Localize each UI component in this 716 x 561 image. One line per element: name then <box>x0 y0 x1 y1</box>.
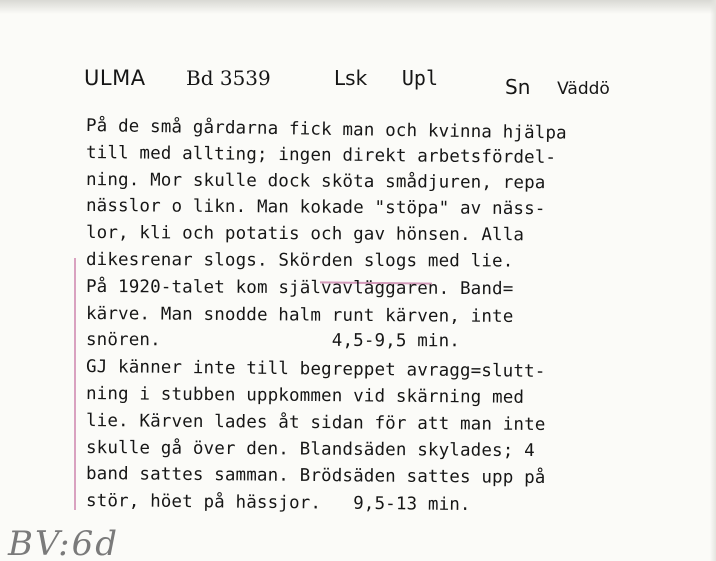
text-line: lie. Kärven lades åt sidan för att man inte <box>85 410 546 435</box>
text-line: ning. Mor skulle dock sköta smådjuren, repa <box>85 169 546 193</box>
text-line: snören. 4,5-9,5 min. <box>85 330 461 352</box>
card-top-shadow <box>0 0 716 14</box>
text-line: GJ känner inte till begreppet avragg=slutt- <box>85 357 546 382</box>
archive-name: ULMA <box>84 66 146 90</box>
landskap-value: Upl <box>401 66 438 90</box>
text-line: På 1920-talet kom självavläggaren. Band= <box>85 276 514 300</box>
socken-field <box>505 75 610 99</box>
text-line: lor, kli och potatis och gav hönsen. Alla <box>85 223 525 246</box>
text-line: skulle gå över den. Blandsäden skylades; 4 <box>85 437 535 461</box>
text-line: kärve. Man snodde halm runt kärven, inte <box>85 303 514 327</box>
text-line: På de små gårdarna fick man och kvinna hjälpa <box>85 116 567 144</box>
text-line: nässlor o likn. Man kokade "stöpa" av näss- <box>85 196 546 220</box>
text-line: band sattes samman. Brödsäden sattes upp på <box>85 464 546 489</box>
text-line: till med allting; ingen direkt arbetsfördel- <box>85 142 557 168</box>
text-line: stör, höet på hässjor. 9,5-13 min. <box>85 491 471 516</box>
card-header <box>0 66 716 99</box>
landskap-label: Lsk <box>334 66 368 90</box>
landskap-field <box>334 66 438 90</box>
text-line: ning i stubben uppkommen vid skärning med <box>85 383 525 408</box>
socken-label: Sn <box>505 75 531 99</box>
margin-mark-line <box>74 258 76 510</box>
typed-text-body <box>86 113 686 515</box>
socken-value: Väddö <box>557 79 610 99</box>
classification-code: BV:6d <box>8 524 119 561</box>
text-line: dikesrenar slogs. Skörden slogs med lie. <box>85 249 514 272</box>
record-number: Bd 3539 <box>186 66 271 90</box>
